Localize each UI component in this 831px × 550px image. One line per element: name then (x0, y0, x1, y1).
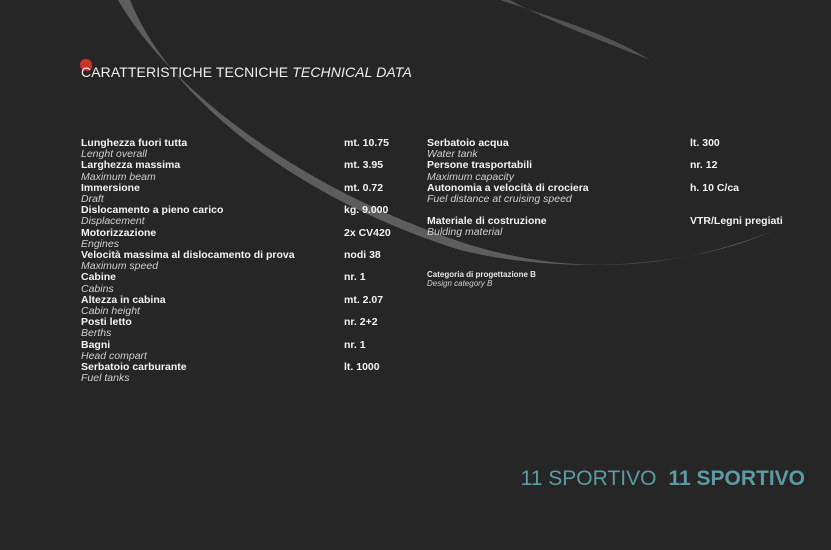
spec-value: lt. 1000 (344, 361, 380, 374)
spec-value: nr. 1 (344, 271, 366, 284)
spec-item (427, 215, 783, 239)
spec-label-english: Berths (81, 327, 112, 340)
spec-label: Serbatoio carburante (81, 361, 187, 374)
spec-label: Altezza in cabina (81, 293, 166, 306)
spec-label-english: Fuel distance at cruising speed (427, 193, 572, 206)
spec-label: Lunghezza fuori tutta (81, 137, 188, 149)
spec-label-english: Displacement (81, 215, 145, 228)
spec-value: lt. 300 (690, 137, 720, 149)
spec-label: Larghezza massima (81, 159, 181, 172)
spec-label: Dislocamento a pieno carico (81, 204, 224, 217)
section-title (81, 64, 412, 80)
spec-item (81, 316, 378, 340)
spec-value: mt. 3.95 (344, 159, 384, 172)
spec-value: nr. 2+2 (344, 316, 378, 329)
spec-label: Motorizzazione (81, 226, 157, 239)
spec-label: Persone trasportabili (427, 159, 533, 172)
spec-label: Immersione (81, 181, 140, 194)
spec-value: mt. 0.72 (344, 181, 384, 194)
specs-left-column (81, 137, 391, 385)
spec-label: Velocità massima al dislocamento di prova (81, 249, 295, 262)
spec-value: mt. 10.75 (344, 137, 389, 149)
spec-label-english: Head compart (81, 349, 147, 362)
spec-value: mt. 2.07 (344, 293, 384, 306)
model-name (521, 467, 805, 491)
spec-item (427, 137, 720, 161)
spec-item (81, 271, 366, 295)
spec-label-english: Cabins (81, 282, 114, 295)
spec-item (81, 181, 384, 206)
spec-label: Bagni (81, 338, 111, 351)
design-category (427, 270, 536, 288)
design-category-english: Design category B (427, 279, 493, 288)
spec-label: Cabine (81, 271, 117, 284)
spec-item (427, 181, 740, 206)
spec-item (81, 226, 391, 250)
spec-label-english: Bulding material (427, 226, 503, 239)
design-category-italian: Categoria di progettazione B (427, 270, 536, 279)
spec-label: Materiale di costruzione (427, 215, 547, 228)
spec-label-english: Draft (81, 193, 104, 206)
specs-right-column (427, 137, 783, 239)
spec-value: nodi 38 (344, 249, 381, 262)
spec-item (427, 159, 718, 183)
spec-label-english: Maximum beam (81, 170, 156, 183)
model-name-bold: 11 SPORTIVO (668, 467, 805, 490)
spec-label-english: Engines (81, 237, 119, 250)
spec-item (81, 204, 389, 228)
spec-label-english: Lenght overall (81, 148, 147, 161)
spec-value: 2x CV420 (344, 226, 391, 239)
spec-item (81, 249, 381, 273)
spec-item (81, 159, 384, 183)
spec-value: h. 10 C/ca (690, 181, 740, 194)
spec-item (81, 338, 366, 362)
spec-item (81, 137, 389, 161)
spec-value: VTR/Legni pregiati (690, 215, 783, 228)
spec-label-english: Maximum speed (81, 260, 159, 273)
spec-label: Serbatoio acqua (427, 137, 509, 149)
spec-value: nr. 1 (344, 338, 366, 351)
spec-label-english: Maximum capacity (427, 170, 514, 183)
spec-label: Autonomia a velocità di crociera (427, 181, 589, 194)
spec-item (81, 293, 384, 318)
spec-value: kg. 9.000 (344, 204, 389, 217)
title-english: TECHNICAL DATA (292, 64, 412, 80)
title-italian: CARATTERISTICHE TECNICHE (81, 64, 289, 80)
spec-label-english: Fuel tanks (81, 372, 130, 385)
spec-item (81, 361, 380, 385)
spec-label-english: Cabin height (81, 305, 140, 318)
spec-value: nr. 12 (690, 159, 718, 172)
spec-label-english: Water tank (427, 148, 478, 161)
spec-label: Posti letto (81, 316, 132, 329)
model-name-light: 11 SPORTIVO (520, 467, 657, 490)
